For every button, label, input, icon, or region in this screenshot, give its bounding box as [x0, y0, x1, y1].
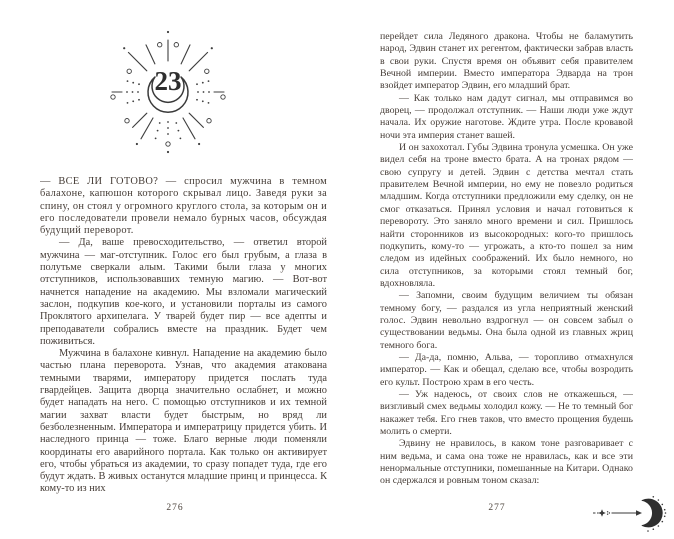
paragraph: — Запомни, своим будущим величием ты обязан темному богу, — раздался из угла неприятный женский голос. Эдвин невольно вздрогнул — он совсем забыл о существовании ведьмы. Она была одной из главных жриц темного бога.	[380, 290, 633, 351]
paragraph: И он захохотал. Губы Эдвина тронула усмешка. Он уже видел себя на троне вместо брата. А на тронах рядом — свою супругу и детей. Эдвин с детства мечтал стать правителем Вечной империи, но ему не повезло родиться младшим. Когда отступники предложили ему сделку, он не смог отказаться. Принял условия и начал готовиться к перевороту. Это заняло много времени и сил. Пришлось найти сторонников из высокородных: кого-то пришлось подкупить, кому-то — угрожать, а кто-то пошел за ним следом из идейных соображений. Их было немного, но сила отступников, за которыми стоял темный бог, вдохновляла.	[380, 142, 633, 289]
page-number-left: 276	[166, 503, 184, 513]
page-left-text	[40, 176, 327, 498]
arrow-icon	[593, 509, 642, 517]
page-right-text	[380, 31, 633, 493]
corner-crescent-moon-icon	[642, 499, 662, 527]
sparkle-icon	[598, 509, 606, 517]
paragraph: — Да-да, помню, Альва, — торопливо отмахнулся император. — Как и обещал, сделаю все, чтобы возродить его культ. Построю храм в его честь.	[380, 351, 633, 388]
page-number-right: 277	[488, 503, 506, 513]
paragraph: — ВСЕ ЛИ ГОТОВО? — спросил мужчина в темном балахоне, капюшон которого скрывал лицо. Заведя руки за спину, он стоял у огромного круглого стола, за которым он и его последователи провели немало бурных часов, обсуждая будущий переворот.	[40, 176, 327, 237]
paragraph: Эдвину не нравилось, в каком тоне разговаривает с ним ведьма, и сама она тоже не нравилась, как и все эти ненормальные отступники, помешанные на Китари. Однако он сдержался и ровным тоном сказал:	[380, 438, 633, 487]
paragraph: — Да, ваше превосходительство, — ответил второй мужчина — маг-отступник. Голос его был грубым, а глаза в полутьме сверкали алым. Такими были глаза у многих отступников, использовавших темную магию. — Вот-вот начнется нападение на академию. Мы взломали магический заслон, подкупив кое-кого, и установили порталы из самого Проклятого архипелага. У тварей будет пир — все адепты и преподаватели собрались вместе на праздник. Будет чем поживиться.	[40, 237, 327, 347]
paragraph: — Уж надеюсь, от своих слов не откажешься, — визгливый смех ведьмы холодил кожу. — Не то темный бог накажет тебя. Его гнев таков, что вместо прощения будешь молить о смерти.	[380, 388, 633, 437]
paragraph: Мужчина в балахоне кивнул. Нападение на академию было частью плана переворота. Узнав, что академия атакована темными тварями, императору придется послать туда гвардейцев. Защита дворца значительно ослабнет, и можно будет нападать на него. С помощью отступников и их темной магии захват власти будет быстрым, но вряд ли безболезненным. Императора и императрицу придется убить. И наследного принца — тоже. Благо верные люди поменяли координаты его аварийного портала. Как только он активирует его, чтобы убраться из академии, то сразу попадет туда, где его будут ждать. В живых останутся младшие принц и принцесса. К кому-то из них	[40, 348, 327, 495]
chapter-ornament	[103, 27, 233, 157]
chapter-number: 23	[154, 66, 182, 96]
corner-ornament	[592, 492, 672, 536]
paragraph: перейдет сила Ледяного дракона. Чтобы не баламутить народ, Эдвин станет их регентом, фактически забрав власть в свои руки. Спустя время он объявит себя правителем Вечной империи. Вместо императора Эдварда на трон взойдет император Эдвин, его младший брат.	[380, 31, 633, 92]
paragraph: — Как только нам дадут сигнал, мы отправимся во дворец, — продолжал отступник. — Наши люди уже ждут начала. Их оружие наготове. Ждите утра. После кровавой ночи эта империя станет вашей.	[380, 92, 633, 141]
